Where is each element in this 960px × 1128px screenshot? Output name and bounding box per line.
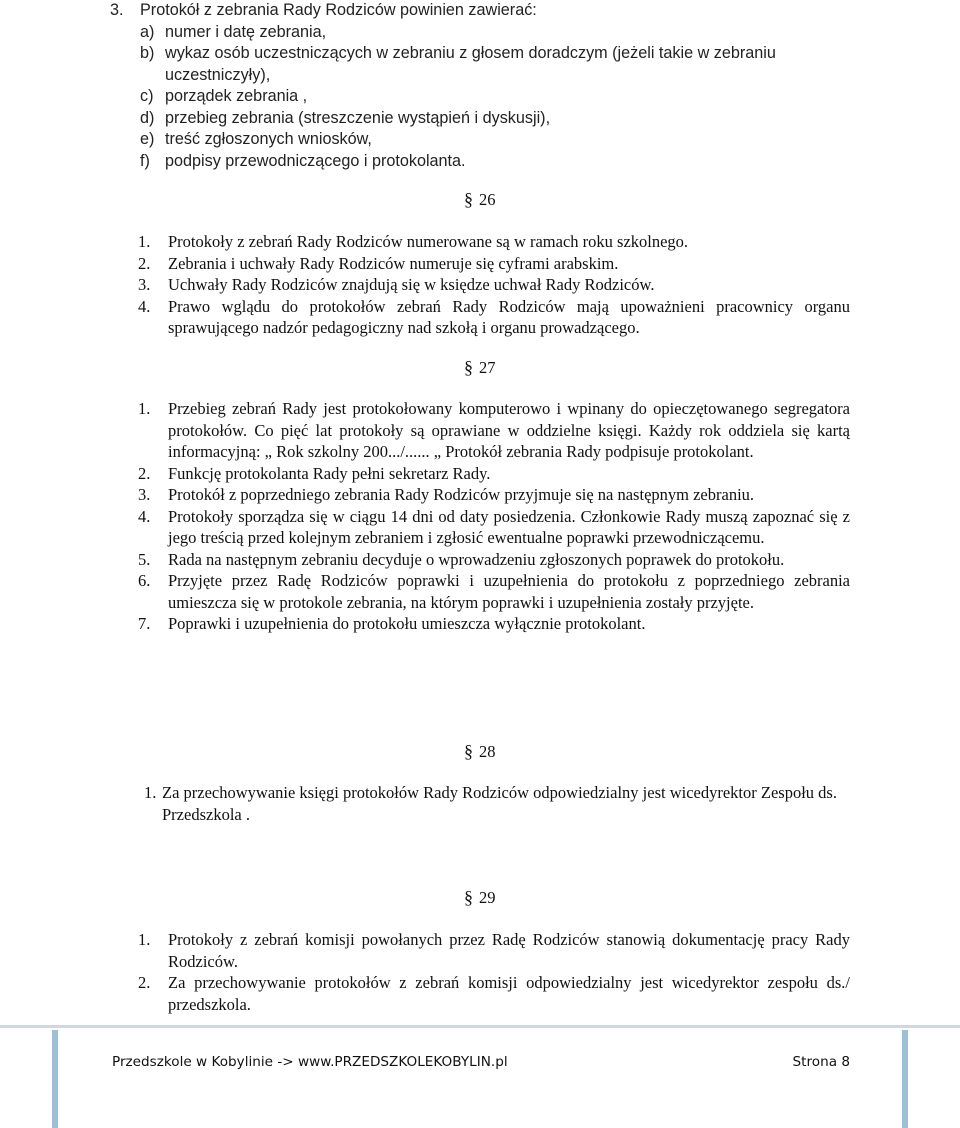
item-text: Uchwały Rady Rodziców znajdują się w księdze uchwał Rady Rodziców. <box>168 275 655 294</box>
item-number: 5. <box>138 549 151 569</box>
footer-left-accent-bar <box>52 1030 58 1128</box>
section-heading-27 <box>464 357 496 378</box>
subitem-letter: d) <box>140 108 155 127</box>
subitem-e <box>110 129 850 151</box>
footer-right-accent-bar <box>902 1030 908 1128</box>
item-3-heading <box>110 0 850 22</box>
subitem-text: przebieg zebrania (streszczenie wystąpień i dyskusji), <box>165 108 551 127</box>
section-number: 26 <box>479 189 496 209</box>
item-text: Za przechowywanie protokołów z zebrań komisji odpowiedzialny jest wicedyrektor zespołu ds./ przedszkola. <box>168 973 850 1014</box>
item-text: Zebrania i uchwały Rady Rodziców numeruje się cyframi arabskim. <box>168 253 619 273</box>
section-number: 29 <box>479 887 496 907</box>
item-number: 3. <box>138 275 151 294</box>
footer-divider <box>0 1025 960 1028</box>
footer-text: Przedszkole w Kobylinie -> www.PRZEDSZKOLEKOBYLIN.pl <box>112 1054 508 1070</box>
item-text: Protokoły z zebrań Rady Rodziców numerowane są w ramach roku szkolnego. <box>168 232 689 251</box>
subitem-text: podpisy przewodniczącego i protokolanta. <box>165 151 466 170</box>
item-number: 2. <box>138 253 151 273</box>
item-text: Funkcję protokolanta Rady pełni sekretarz Rady. <box>168 463 491 483</box>
subitem-letter: b) <box>140 44 155 62</box>
subitem-letter: a) <box>140 22 155 41</box>
subitem-text: wykaz osób uczestniczących w zebraniu z głosem doradczym (jeżeli takie w zebraniu uczestniczyły), <box>165 44 776 84</box>
section-26-list <box>138 231 850 339</box>
item-text: Poprawki i uzupełnienia do protokołu umieszcza wyłącznie protokolant. <box>168 614 646 633</box>
item-3-heading-text: Protokół z zebrania Rady Rodziców powinien zawierać: <box>140 1 537 19</box>
list-item <box>138 570 850 613</box>
list-item <box>138 398 850 463</box>
section-27-list <box>138 398 850 635</box>
item-number: 1. <box>138 232 151 251</box>
section-symbol: § <box>464 887 473 907</box>
section-symbol: § <box>464 189 473 209</box>
section-28-list <box>144 782 844 825</box>
item-number: 6. <box>138 571 151 590</box>
section-number: 28 <box>479 741 496 761</box>
item-text: Za przechowywanie księgi protokołów Rady Rodziców odpowiedzialny jest wicedyrektor Zespołu ds. Przedszkola . <box>162 783 837 824</box>
list-item <box>138 484 850 506</box>
item-text: Przyjęte przez Radę Rodziców poprawki i uzupełnienia do protokołu z poprzedniego zebrania umieszcza się w protokole zebrania, na którym poprawki i uzupełnienia zostały przyjęte. <box>168 571 850 612</box>
section-heading-29 <box>464 887 496 908</box>
item-3-number: 3. <box>110 1 124 19</box>
item-number: 7. <box>138 614 151 633</box>
item-text: Protokoły sporządza się w ciągu 14 dni od daty posiedzenia. Członkowie Rady muszą zapoznać się z jego treścią przed kolejnym zebraniem i zgłosić ewentualne poprawki przewodniczącemu. <box>168 506 850 547</box>
section-29-list <box>138 929 850 1015</box>
list-item <box>138 506 850 549</box>
subitem-c <box>110 86 850 108</box>
item-number: 3. <box>138 485 151 504</box>
list-item <box>144 782 844 825</box>
list-item <box>138 231 850 253</box>
list-item <box>138 253 850 275</box>
page-number: Strona 8 <box>792 1054 850 1070</box>
item-text: Rada na następnym zebraniu decyduje o wprowadzeniu zgłoszonych poprawek do protokołu. <box>168 549 785 569</box>
subitem-letter: c) <box>140 87 154 105</box>
item-number: 4. <box>138 296 151 316</box>
section-number: 27 <box>479 357 496 377</box>
section-heading-26 <box>464 189 496 210</box>
item-number: 2. <box>138 973 151 992</box>
subitem-text: treść zgłoszonych wniosków, <box>165 130 372 148</box>
subitem-d <box>110 108 850 130</box>
item-number: 1. <box>138 930 151 949</box>
list-item <box>138 463 850 485</box>
item-number: 1. <box>144 783 157 802</box>
item-number: 4. <box>138 506 151 526</box>
item-text: Protokoły z zebrań komisji powołanych przez Radę Rodziców stanowią dokumentację pracy Rady Rodziców. <box>168 930 850 971</box>
list-item <box>138 613 850 635</box>
list-item <box>138 274 850 296</box>
subitem-letter: f) <box>140 151 150 170</box>
item-text: Prawo wglądu do protokołów zebrań Rady Rodziców mają upoważnieni pracownicy organu sprawującego nadzór pedagogiczny nad szkołą i organu prowadzącego. <box>168 296 850 337</box>
list-item <box>138 549 850 571</box>
item-number: 1. <box>138 399 151 418</box>
subitem-f <box>110 151 850 173</box>
subitem-text: numer i datę zebrania, <box>165 22 327 41</box>
subitem-text: porządek zebrania , <box>165 87 308 105</box>
list-item <box>138 296 850 339</box>
item-text: Protokół z poprzedniego zebrania Rady Rodziców przyjmuje się na następnym zebraniu. <box>168 485 755 504</box>
section-heading-28 <box>464 741 496 762</box>
subitem-b <box>110 43 850 86</box>
subitem-letter: e) <box>140 130 155 148</box>
item-text: Przebieg zebrań Rady jest protokołowany komputerowo i wpinany do opieczętowanego segregatora protokołów. Co pięć lat protokoły są oprawiane w oddzielne księgi. Każdy rok oddziela się kartą informacyjną: „ Rok szkolny 200.../...... „ Protokół zebrania Rady podpisuje protokolant. <box>168 399 850 461</box>
item-3-block <box>110 0 850 172</box>
item-number: 2. <box>138 463 151 483</box>
subitem-a <box>110 22 850 44</box>
list-item <box>138 972 850 1015</box>
section-symbol: § <box>464 741 473 761</box>
section-symbol: § <box>464 357 473 377</box>
list-item <box>138 929 850 972</box>
